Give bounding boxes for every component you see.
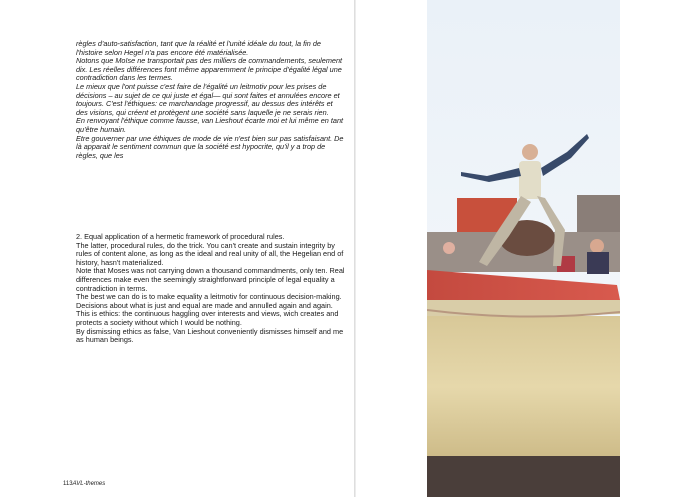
english-heading: 2. Equal application of a hermetic framework of procedural rules. [76, 232, 285, 241]
spectator-body [587, 252, 609, 274]
photograph-person-on-inflatable [427, 0, 620, 497]
french-paragraph: Le mieux que l'ont puisse c'est faire de l'égalité un leitmotiv pour les prises de décisions – au sujet de ce qui juste et égal— qui sont faites et annulées encore et toujours. C'est l'éthiques: ce marchandage progressif, au dessus des intérêts et des visions, qui créent et protègent une société sans laquelle je ne serais rien. [76, 81, 340, 117]
english-paragraph: The best we can do is to make equality a leitmotiv for continuous decision-making. Decisions about what is just and equal are made and annulled again and again. This is ethics: the continuous haggling over interests and views, wich creates and protects a society without which I would be nothing. [76, 292, 342, 327]
inflatable-side [427, 316, 620, 458]
english-text [76, 233, 346, 345]
page-number: 113 [63, 481, 73, 487]
spectator-head [590, 239, 604, 253]
french-text [76, 40, 346, 160]
english-paragraph: Note that Moses was not carrying down a thousand commandments, only ten. Real differences make even the seemingly straightforward principle of legal equality a contradiction in terms. [76, 266, 345, 293]
spectator-head [443, 242, 455, 254]
english-paragraph: The latter, procedural rules, do the trick. You can't create and sustain integrity by rules of content alone, as long as the ideal and real unity of all, the Hegelian end of history, hasn't materialized. [76, 240, 344, 267]
french-paragraph: Etre gouverner par une éthiques de mode de vie n'est bien sur pas satisfaisant. De là apparait le sentiment commun que la société est hypocrite, qu'il y a trop de règles, que les [76, 133, 344, 160]
photo-illustration [427, 0, 620, 497]
french-paragraph: En renvoyant l'éthique comme fausse, van Lieshout écarte moi et lui même en tant qu'être humain. [76, 116, 344, 134]
running-title: AVL-themes [72, 481, 106, 487]
ground [427, 456, 620, 497]
english-paragraph: By dismissing ethics as false, Van Lieshout conveniently dismisses himself and me as human beings. [76, 326, 344, 345]
french-paragraph: règles d'auto-satisfaction, tant que la réalité et l'unité idéale du tout, la fin de l'histoire selon Hegel n'a pas encore été matérialisée. [76, 39, 321, 57]
folio [63, 481, 105, 487]
french-paragraph: Notons que Moïse ne transportait pas des milliers de commandements, seulement dix. Les réelles différences font même apparemment le principe d'égalité légal une contradiction dans les termes. [76, 56, 343, 83]
